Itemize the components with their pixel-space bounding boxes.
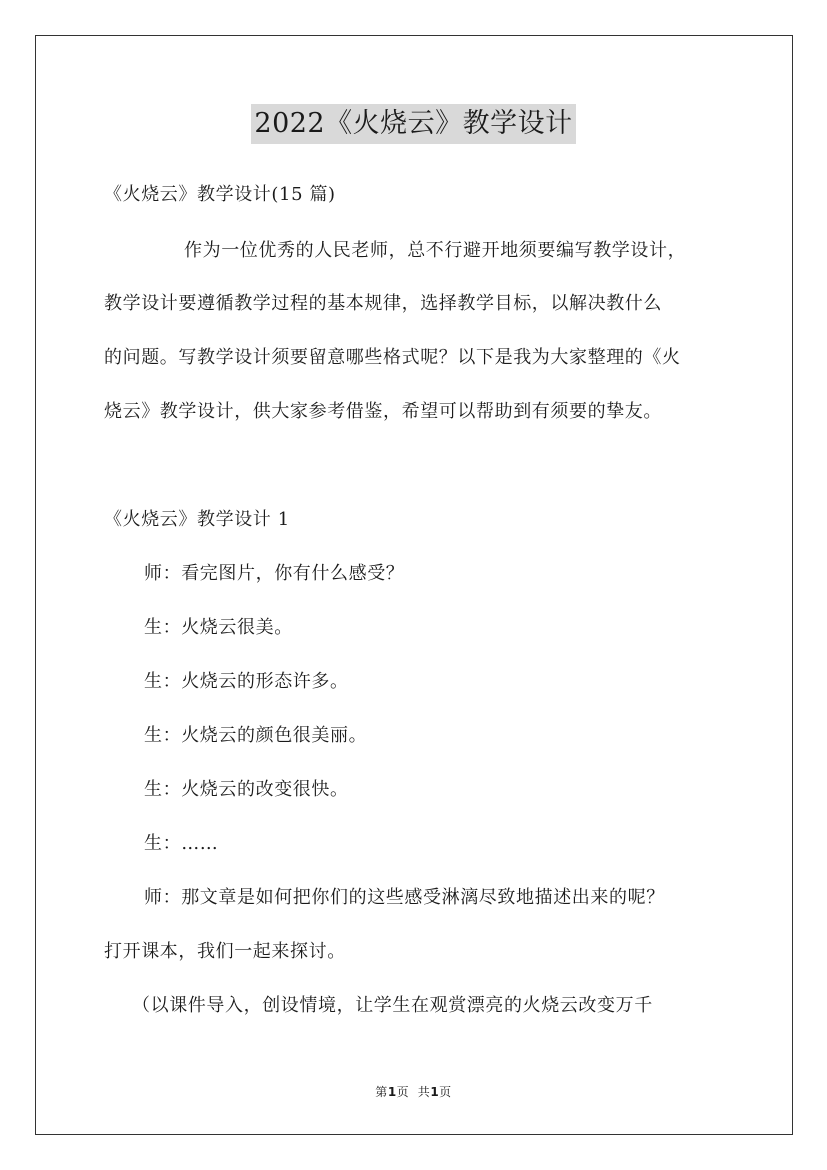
- section-heading: 《火烧云》教学设计 1: [104, 509, 290, 530]
- footer-page-mid: 页 共: [396, 1085, 431, 1099]
- footer-page-total: 1: [430, 1085, 440, 1099]
- title-container: [0, 104, 827, 144]
- dialogue-line-1: 师：看完图片，你有什么感受？: [144, 563, 405, 584]
- intro-line-2: 教学设计要遵循教学过程的基本规律，选择教学目标，以解决教什么: [104, 293, 662, 314]
- footer-page-current: 1: [387, 1085, 397, 1099]
- closing-line-3: （以课件导入，创设情境，让学生在观赏漂亮的火烧云改变万千: [132, 995, 653, 1016]
- intro-line-4: 烧云》教学设计，供大家参考借鉴，希望可以帮助到有须要的挚友。: [104, 401, 662, 422]
- document-subtitle: 《火烧云》教学设计(15 篇): [104, 184, 336, 205]
- dialogue-line-3: 生：火烧云的形态许多。: [144, 671, 349, 692]
- page-footer: [0, 1084, 827, 1100]
- dialogue-line-5: 生：火烧云的改变很快。: [144, 779, 349, 800]
- dialogue-line-2: 生：火烧云很美。: [144, 617, 293, 638]
- closing-line-1: 师：那文章是如何把你们的这些感受淋漓尽致地描述出来的呢？: [144, 887, 665, 908]
- dialogue-line-4: 生：火烧云的颜色很美丽。: [144, 725, 368, 746]
- intro-line-1: 作为一位优秀的人民老师，总不行避开地须要编写教学设计，: [184, 240, 687, 261]
- document-title: 2022《火烧云》教学设计: [251, 104, 575, 144]
- dialogue-line-6: 生：……: [144, 833, 219, 854]
- intro-line-3: 的问题。写教学设计须要留意哪些格式呢？以下是我为大家整理的《火: [104, 347, 681, 368]
- footer-page-suffix: 页: [439, 1085, 452, 1099]
- footer-page-prefix: 第: [375, 1085, 388, 1099]
- closing-line-2: 打开课本，我们一起来探讨。: [104, 941, 346, 962]
